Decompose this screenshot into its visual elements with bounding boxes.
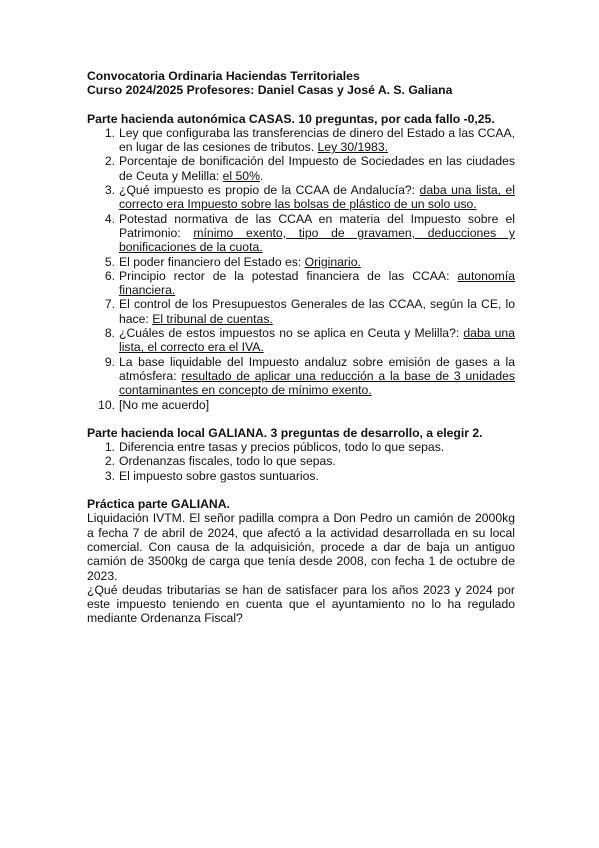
list-item <box>87 355 515 398</box>
item-number: 9. <box>104 354 115 369</box>
question-text: Principio rector de la potestad financiera de las CCAA: <box>119 268 458 283</box>
list-item <box>87 297 515 326</box>
item-number: 2. <box>104 154 115 169</box>
course-professors: Curso 2024/2025 Profesores: Daniel Casas y José A. S. Galiana <box>87 83 453 98</box>
answer-text: resultado de aplicar una reducción a la base de 3 unidades contaminantes en concepto de mínimo exento. <box>119 368 515 398</box>
list-item <box>87 398 515 412</box>
question-text: El poder financiero del Estado es: <box>119 254 305 269</box>
section-casas-list <box>87 126 515 412</box>
question-text: ¿Cuáles de estos impuestos no se aplica en Ceuta y Melilla?: <box>119 326 464 341</box>
list-item <box>87 183 515 212</box>
answer-text: daba una lista, el correcto era el IVA. <box>119 326 515 355</box>
question-text: La base liquidable del Impuesto andaluz sobre emisión de gases a la atmósfera: <box>119 354 515 383</box>
question-tail: . <box>259 168 264 183</box>
item-number: 6. <box>104 268 115 283</box>
item-number: 2. <box>104 454 115 469</box>
item-number: 5. <box>104 254 115 269</box>
section-galiana-title: Parte hacienda local GALIANA. 3 preguntas de desarrollo, a elegir 2. <box>87 425 483 440</box>
question-text: Ley que configuraba las transferencias de dinero del Estado a las CCAA, en lugar de las cesiones de tributos. <box>119 125 515 155</box>
item-number: 4. <box>104 211 115 226</box>
list-item <box>87 126 515 155</box>
item-number: 1. <box>104 440 115 455</box>
question-text: ¿Qué impuesto es propio de la CCAA de Andalucía?: <box>119 183 420 198</box>
practice-statement: Liquidación IVTM. El señor padilla compra a Don Pedro un camión de 2000kg a fecha 7 de abril de 2024, que afectó a la actividad desarrollada en su local comercial. Con causa de la adquisición, procede a dar de baja un antiguo camión de 3500kg de carga que tenía desde 2008, con fecha 1 de octubre de 2023. <box>87 511 515 583</box>
question-text: Porcentaje de bonificación del Impuesto de Sociedades en las ciudades de Ceuta y Melilla: <box>119 154 515 183</box>
section-casas-title: Parte hacienda autonómica CASAS. 10 preguntas, por cada fallo -0,25. <box>87 111 495 126</box>
list-item <box>87 269 515 298</box>
answer-text: Originario. <box>304 254 361 269</box>
list-item <box>87 469 515 483</box>
list-item <box>87 212 515 255</box>
list-item <box>87 440 515 454</box>
question-text: [No me acuerdo] <box>119 397 210 412</box>
item-number: 8. <box>104 326 115 341</box>
question-text: Diferencia entre tasas y precios públicos, todo lo que sepas. <box>119 440 445 455</box>
answer-text: daba una lista, el correcto era Impuesto sobre las bolsas de plástico de un solo uso. <box>119 183 515 212</box>
answer-text: el 50% <box>222 168 260 183</box>
answer-text: autonomía financiera. <box>119 268 515 298</box>
section-galiana-list <box>87 440 515 483</box>
list-item <box>87 326 515 355</box>
item-number: 10. <box>98 397 115 412</box>
item-number: 7. <box>104 297 115 312</box>
exam-title: Convocatoria Ordinaria Haciendas Territoriales <box>87 69 360 83</box>
list-item <box>87 255 515 269</box>
question-text: Potestad normativa de las CCAA en materia del Impuesto sobre el Patrimonio: <box>119 211 515 240</box>
question-text: El control de los Presupuestos Generales de las CCAA, según la CE, lo hace: <box>119 297 515 326</box>
answer-text: Ley 30/1983. <box>317 140 388 155</box>
list-item <box>87 154 515 183</box>
list-item <box>87 454 515 468</box>
question-text: El impuesto sobre gastos suntuarios. <box>119 468 319 483</box>
section-practice-title: Práctica parte GALIANA. <box>87 497 230 512</box>
answer-text: mínimo exento, tipo de gravamen, deducciones y bonificaciones de la cuota. <box>119 225 515 255</box>
item-number: 3. <box>104 468 115 483</box>
document-page <box>87 69 515 626</box>
answer-text: El tribunal de cuentas. <box>152 311 273 326</box>
question-text: Ordenanzas fiscales, todo lo que sepas. <box>119 454 336 469</box>
item-number: 1. <box>104 125 115 140</box>
item-number: 3. <box>104 183 115 198</box>
practice-question: ¿Qué deudas tributarias se han de satisfacer para los años 2023 y 2024 por este impuesto teniendo en cuenta que el ayuntamiento no lo ha regulado mediante Ordenanza Fiscal? <box>87 582 515 626</box>
